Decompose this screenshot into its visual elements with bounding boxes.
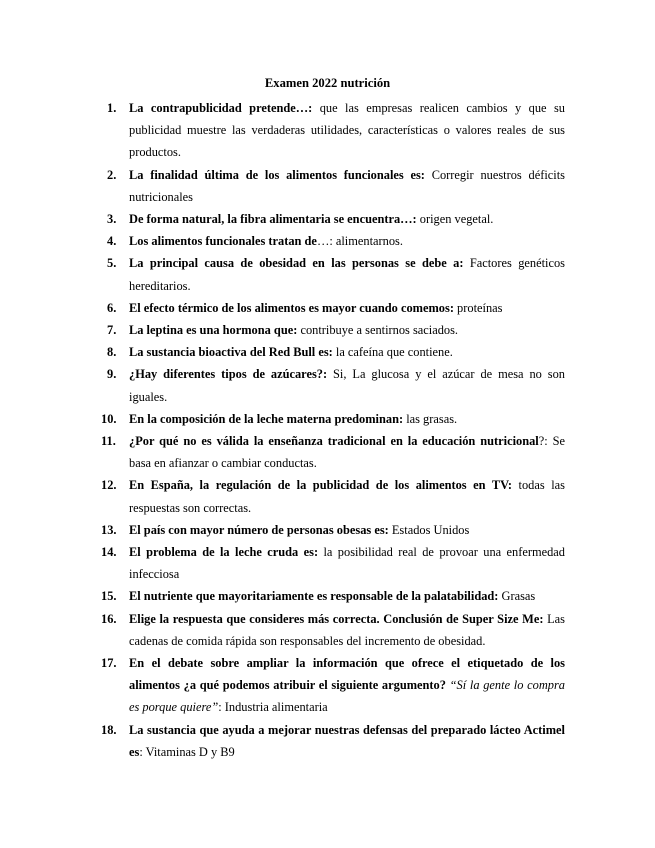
page-title: Examen 2022 nutrición xyxy=(264,76,391,90)
answer-text: Grasas xyxy=(498,589,536,604)
list-item xyxy=(101,430,565,474)
question-text: La sustancia bioactiva del Red Bull es: xyxy=(129,345,333,360)
list-item xyxy=(101,608,565,652)
list-item xyxy=(101,652,565,719)
answer-text: : Vitaminas D y B9 xyxy=(139,744,235,759)
answer-text: que las empresas realicen cambios y que su publicidad muestre las verdaderas utilidades, características o valores reales de sus productos. xyxy=(129,101,565,160)
question-number: 18. xyxy=(101,722,117,737)
answer-text: ?: Se basa en afianzar o cambiar conductas. xyxy=(129,434,565,471)
list-item xyxy=(101,719,565,763)
list-item xyxy=(107,363,565,407)
list-item xyxy=(101,408,565,430)
list-item xyxy=(101,541,566,585)
question-text: En España, la regulación de la publicidad de los alimentos en TV: xyxy=(129,478,513,493)
question-number: 6. xyxy=(107,300,117,315)
question-number: 5. xyxy=(107,256,117,271)
answer-text: las grasas. xyxy=(403,411,458,426)
question-number: 15. xyxy=(101,589,117,604)
question-text: El problema de la leche cruda es: xyxy=(129,545,319,560)
question-number: 14. xyxy=(101,545,117,560)
answer-text: : Industria alimentaria xyxy=(218,700,328,715)
question-text: En el debate sobre ampliar la información que ofrece el etiquetado de los alimentos ¿a qué podemos atribuir el siguiente argumento? xyxy=(129,656,565,693)
question-number: 16. xyxy=(101,611,117,626)
question-number: 4. xyxy=(107,234,117,249)
question-list xyxy=(101,97,566,763)
list-item xyxy=(107,97,565,164)
question-number: 3. xyxy=(107,212,117,227)
list-item xyxy=(107,164,565,208)
answer-text: …: alimentarnos. xyxy=(316,234,403,249)
quoted-argument: “Sí la gente lo compra es porque quiere” xyxy=(129,678,565,715)
question-number: 17. xyxy=(101,656,117,671)
question-text: ¿Por qué no es válida la enseñanza tradicional en la educación nutricional xyxy=(129,434,539,449)
answer-text: la posibilidad real de provoar una enfermedad infecciosa xyxy=(129,545,566,582)
list-item xyxy=(107,252,565,296)
question-number: 1. xyxy=(107,101,117,115)
question-text: La sustancia que ayuda a mejorar nuestras defensas del preparado lácteo Actimel es xyxy=(129,722,565,759)
question-number: 8. xyxy=(107,345,117,360)
answer-text: origen vegetal. xyxy=(416,212,494,227)
list-item xyxy=(101,474,565,518)
list-item xyxy=(107,230,565,252)
question-text: La principal causa de obesidad en las personas se debe a: xyxy=(129,256,464,271)
list-item xyxy=(107,319,565,341)
question-text: Elige la respuesta que consideres más correcta. Conclusión de Super Size Me: xyxy=(129,611,544,626)
question-number: 13. xyxy=(101,522,117,537)
question-text: ¿Hay diferentes tipos de azúcares?: xyxy=(129,367,328,382)
list-item xyxy=(107,297,565,319)
question-number: 11. xyxy=(101,434,116,449)
answer-text: Si, La glucosa y el azúcar de mesa no son iguales. xyxy=(129,367,565,404)
answer-text: la cafeína que contiene. xyxy=(332,345,453,360)
answer-text: Factores genéticos hereditarios. xyxy=(129,256,565,293)
list-item xyxy=(107,208,565,230)
question-text: El efecto térmico de los alimentos es mayor cuando comemos: xyxy=(129,300,454,315)
list-item xyxy=(101,585,565,607)
question-text: La finalidad última de los alimentos funcionales es: xyxy=(129,167,425,182)
question-text: El nutriente que mayoritariamente es responsable de la palatabilidad: xyxy=(129,589,499,604)
question-text: La leptina es una hormona que: xyxy=(129,323,298,338)
question-number: 12. xyxy=(101,478,117,493)
question-text: En la composición de la leche materna predominan: xyxy=(129,411,404,426)
question-text: El país con mayor número de personas obesas es: xyxy=(129,522,389,537)
question-text: Los alimentos funcionales tratan de xyxy=(129,234,317,249)
list-item xyxy=(101,519,565,541)
question-number: 9. xyxy=(107,367,117,382)
answer-text: todas las respuestas son correctas. xyxy=(129,478,565,515)
answer-text: contribuye a sentirnos saciados. xyxy=(297,323,459,338)
question-number: 2. xyxy=(107,167,117,182)
answer-text: Las cadenas de comida rápida son responsables del incremento de obesidad. xyxy=(129,611,565,648)
answer-text: Corregir nuestros déficits nutricionales xyxy=(129,167,565,204)
question-number: 10. xyxy=(101,411,117,426)
question-number: 7. xyxy=(107,323,117,338)
answer-text: Estados Unidos xyxy=(388,522,470,537)
answer-text: proteínas xyxy=(453,300,503,315)
question-text: De forma natural, la fibra alimentaria se encuentra…: xyxy=(129,212,417,227)
question-text: La contrapublicidad pretende…: xyxy=(129,101,313,115)
list-item xyxy=(107,341,565,363)
